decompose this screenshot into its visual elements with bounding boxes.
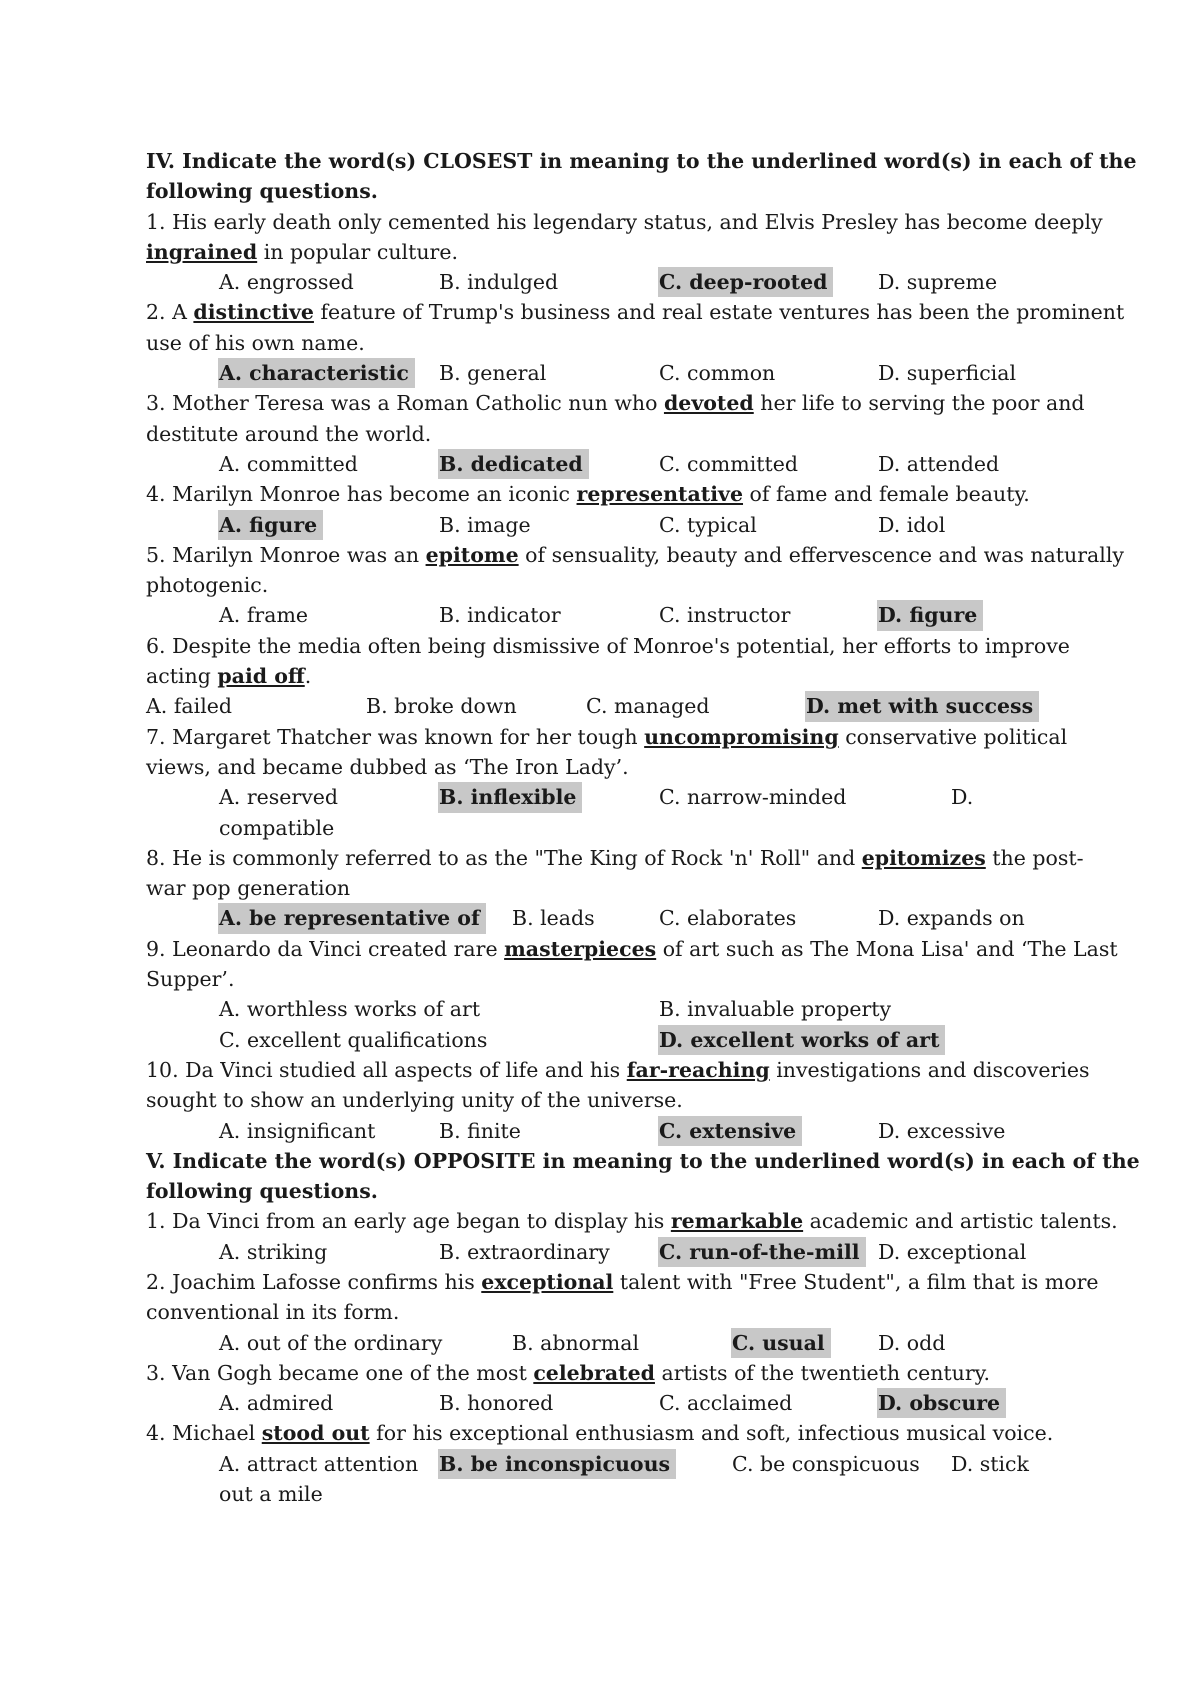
q7-option-b-correct[interactable]: B. inflexible bbox=[438, 782, 582, 812]
q9-stem-pre: 9. Leonardo da Vinci created rare bbox=[146, 936, 505, 961]
q3-option-b-correct[interactable]: B. dedicated bbox=[438, 449, 589, 479]
q8-option-c[interactable]: C. elaborates bbox=[659, 906, 797, 931]
q8-underlined-word: epitomizes bbox=[861, 845, 986, 870]
v3-option-c[interactable]: C. acclaimed bbox=[659, 1391, 793, 1416]
v2-option-d[interactable]: D. odd bbox=[878, 1330, 946, 1355]
v3-underlined-word: celebrated bbox=[533, 1360, 655, 1385]
v2-options bbox=[146, 1328, 1066, 1358]
q2-option-b[interactable]: B. general bbox=[439, 361, 547, 386]
q1-stem-cont bbox=[146, 237, 1066, 267]
v3-option-b[interactable]: B. honored bbox=[439, 1391, 554, 1416]
q6-stem-cont bbox=[146, 661, 1066, 691]
q6-underlined-word: paid off bbox=[217, 664, 305, 689]
q10-stem-pre: 10. Da Vinci studied all aspects of life and his bbox=[146, 1057, 627, 1082]
q5-stem bbox=[146, 540, 1124, 570]
q7-option-d[interactable]: D. bbox=[951, 785, 974, 810]
q2-stem-post: feature of Trump's business and real estate ventures has been the prominent bbox=[313, 300, 1125, 325]
v1-stem bbox=[146, 1206, 1118, 1236]
q2-stem-cont: use of his own name. bbox=[146, 330, 365, 355]
q2-stem-pre: 2. A bbox=[146, 300, 194, 325]
v4-underlined-word: stood out bbox=[261, 1421, 370, 1446]
section-v-heading-cont: following questions. bbox=[146, 1179, 378, 1204]
v1-option-c-correct[interactable]: C. run-of-the-mill bbox=[658, 1237, 866, 1267]
section-v-heading: V. Indicate the word(s) OPPOSITE in meaning to the underlined word(s) in each of the bbox=[146, 1148, 1140, 1173]
q2-underlined-word: distinctive bbox=[193, 300, 314, 325]
q10-option-c-correct[interactable]: C. extensive bbox=[658, 1116, 802, 1146]
q5-stem-post: of sensuality, beauty and effervescence and was naturally bbox=[518, 542, 1124, 567]
q9-stem bbox=[146, 934, 1118, 964]
q9-option-a[interactable]: A. worthless works of art bbox=[219, 997, 481, 1022]
v1-stem-pre: 1. Da Vinci from an early age began to display his bbox=[146, 1209, 671, 1234]
q9-options-row1 bbox=[146, 994, 1066, 1024]
v4-stem-post: for his exceptional enthusiasm and soft, infectious musical voice. bbox=[369, 1421, 1054, 1446]
q1-option-c-correct[interactable]: C. deep-rooted bbox=[658, 267, 833, 297]
q1-option-b[interactable]: B. indulged bbox=[439, 270, 559, 295]
v4-options bbox=[146, 1449, 1066, 1479]
q10-option-d[interactable]: D. excessive bbox=[878, 1118, 1006, 1143]
v2-stem-cont: conventional in its form. bbox=[146, 1300, 400, 1325]
q8-stem bbox=[146, 843, 1084, 873]
q10-stem bbox=[146, 1055, 1090, 1085]
q1-options bbox=[146, 267, 1066, 297]
v1-option-a[interactable]: A. striking bbox=[219, 1239, 328, 1264]
q7-option-a[interactable]: A. reserved bbox=[219, 785, 339, 810]
q7-underlined-word: uncompromising bbox=[644, 724, 839, 749]
q4-option-a-correct[interactable]: A. figure bbox=[218, 510, 323, 540]
q6-stem-pre: acting bbox=[146, 664, 218, 689]
q5-options bbox=[146, 600, 1066, 630]
q9-option-d-correct[interactable]: D. excellent works of art bbox=[658, 1025, 945, 1055]
q5-option-d-correct[interactable]: D. figure bbox=[877, 600, 983, 630]
q5-stem-pre: 5. Marilyn Monroe was an bbox=[146, 542, 426, 567]
q4-option-b[interactable]: B. image bbox=[439, 512, 531, 537]
q2-options bbox=[146, 358, 1066, 388]
q9-stem-cont: Supper’. bbox=[146, 967, 235, 992]
v4-stem-pre: 4. Michael bbox=[146, 1421, 262, 1446]
q7-stem-pre: 7. Margaret Thatcher was known for her tough bbox=[146, 724, 645, 749]
v1-option-b[interactable]: B. extraordinary bbox=[439, 1239, 610, 1264]
q10-stem-cont: sought to show an underlying unity of the universe. bbox=[146, 1088, 683, 1113]
v4-option-d-cont: out a mile bbox=[219, 1482, 323, 1507]
q4-options bbox=[146, 510, 1066, 540]
q8-option-b[interactable]: B. leads bbox=[512, 906, 595, 931]
q8-option-a-correct[interactable]: A. be representative of bbox=[218, 903, 486, 933]
v1-underlined-word: remarkable bbox=[670, 1209, 804, 1234]
q8-option-d[interactable]: D. expands on bbox=[878, 906, 1025, 931]
v4-option-b-correct[interactable]: B. be inconspicuous bbox=[438, 1449, 676, 1479]
q8-stem-cont: war pop generation bbox=[146, 876, 351, 901]
q8-stem-pre: 8. He is commonly referred to as the "The King of Rock 'n' Roll" and bbox=[146, 845, 862, 870]
v1-option-d[interactable]: D. exceptional bbox=[878, 1239, 1027, 1264]
v2-stem-pre: 2. Joachim Lafosse confirms his bbox=[146, 1269, 482, 1294]
q4-option-d[interactable]: D. idol bbox=[878, 512, 946, 537]
q2-option-a-correct[interactable]: A. characteristic bbox=[218, 358, 415, 388]
v3-stem-post: artists of the twentieth century. bbox=[654, 1360, 991, 1385]
v3-option-a[interactable]: A. admired bbox=[219, 1391, 334, 1416]
q10-option-a[interactable]: A. insignificant bbox=[219, 1118, 376, 1143]
v2-stem-post: talent with "Free Student", a film that is more bbox=[613, 1269, 1099, 1294]
q7-option-c[interactable]: C. narrow-minded bbox=[659, 785, 847, 810]
v3-stem bbox=[146, 1358, 1066, 1388]
q5-stem-cont: photogenic. bbox=[146, 573, 269, 598]
q4-stem-pre: 4. Marilyn Monroe has become an iconic bbox=[146, 482, 577, 507]
q6-stem-post: . bbox=[304, 664, 312, 689]
q4-stem-post: of fame and female beauty. bbox=[743, 482, 1030, 507]
v1-options bbox=[146, 1237, 1066, 1267]
q3-stem-cont: destitute around the world. bbox=[146, 421, 432, 446]
q1-underlined-word: ingrained bbox=[146, 239, 258, 264]
q3-stem-post: her life to serving the poor and bbox=[753, 391, 1085, 416]
q7-stem-cont: views, and became dubbed as ‘The Iron Lady’. bbox=[146, 754, 629, 779]
q6-option-c[interactable]: C. managed bbox=[586, 694, 710, 719]
q1-option-a[interactable]: A. engrossed bbox=[219, 270, 354, 295]
v4-option-d[interactable]: D. stick bbox=[951, 1451, 1029, 1476]
v2-option-a[interactable]: A. out of the ordinary bbox=[219, 1330, 443, 1355]
v2-option-c-correct[interactable]: C. usual bbox=[731, 1328, 831, 1358]
q1-stem: 1. His early death only cemented his legendary status, and Elvis Presley has become deeply bbox=[146, 209, 1103, 234]
v3-options bbox=[146, 1388, 1066, 1418]
q5-option-b[interactable]: B. indicator bbox=[439, 603, 561, 628]
section-iv-heading: IV. Indicate the word(s) CLOSEST in meaning to the underlined word(s) in each of the bbox=[146, 149, 1137, 173]
q5-underlined-word: epitome bbox=[425, 542, 519, 567]
v3-stem-pre: 3. Van Gogh became one of the most bbox=[146, 1360, 534, 1385]
q10-options bbox=[146, 1116, 1066, 1146]
q9-option-b[interactable]: B. invaluable property bbox=[659, 997, 892, 1022]
q3-option-d[interactable]: D. attended bbox=[878, 451, 1000, 476]
q10-underlined-word: far-reaching bbox=[626, 1057, 770, 1082]
q9-option-c[interactable]: C. excellent qualifications bbox=[219, 1027, 488, 1052]
q3-options bbox=[146, 449, 1066, 479]
q10-stem-post: investigations and discoveries bbox=[769, 1057, 1090, 1082]
q4-underlined-word: representative bbox=[576, 482, 744, 507]
q9-underlined-word: masterpieces bbox=[504, 936, 657, 961]
q8-stem-post: the post- bbox=[985, 845, 1084, 870]
q1-option-d[interactable]: D. supreme bbox=[878, 270, 998, 295]
v2-option-b[interactable]: B. abnormal bbox=[512, 1330, 640, 1355]
q6-option-a[interactable]: A. failed bbox=[146, 694, 233, 719]
q5-option-c[interactable]: C. instructor bbox=[659, 603, 791, 628]
q8-options bbox=[146, 903, 1066, 933]
q4-option-c[interactable]: C. typical bbox=[659, 512, 757, 537]
q9-stem-post: of art such as The Mona Lisa' and ‘The Last bbox=[656, 936, 1118, 961]
q7-option-d-cont: compatible bbox=[219, 815, 335, 840]
q5-option-a[interactable]: A. frame bbox=[219, 603, 309, 628]
v4-option-a[interactable]: A. attract attention bbox=[219, 1451, 419, 1476]
v1-stem-post: academic and artistic talents. bbox=[803, 1209, 1118, 1234]
q10-option-b[interactable]: B. finite bbox=[439, 1118, 521, 1143]
q7-options bbox=[146, 782, 1066, 812]
q3-underlined-word: devoted bbox=[663, 391, 754, 416]
q3-option-a[interactable]: A. committed bbox=[219, 451, 358, 476]
q6-option-b[interactable]: B. broke down bbox=[366, 694, 517, 719]
q7-stem-post: conservative political bbox=[838, 724, 1068, 749]
v2-stem bbox=[146, 1267, 1099, 1297]
worksheet-page bbox=[146, 146, 1140, 1509]
q2-stem bbox=[146, 297, 1125, 327]
q4-stem bbox=[146, 479, 1066, 509]
q3-stem-pre: 3. Mother Teresa was a Roman Catholic nun who bbox=[146, 391, 664, 416]
q2-option-d[interactable]: D. superficial bbox=[878, 361, 1017, 386]
q1-stem-rest: in popular culture. bbox=[257, 239, 458, 264]
section-iv-heading-cont: following questions. bbox=[146, 179, 378, 204]
q7-stem bbox=[146, 722, 1066, 752]
v2-underlined-word: exceptional bbox=[481, 1269, 614, 1294]
q9-options-row2 bbox=[146, 1025, 1066, 1055]
q3-stem bbox=[146, 388, 1085, 418]
v4-option-c[interactable]: C. be conspicuous bbox=[732, 1451, 920, 1476]
q6-stem: 6. Despite the media often being dismissive of Monroe's potential, her efforts to improve bbox=[146, 633, 1070, 658]
q6-option-d-correct[interactable]: D. met with success bbox=[805, 691, 1039, 721]
q2-option-c[interactable]: C. common bbox=[659, 361, 776, 386]
v3-option-d-correct[interactable]: D. obscure bbox=[877, 1388, 1006, 1418]
q3-option-c[interactable]: C. committed bbox=[659, 451, 798, 476]
q6-options bbox=[146, 691, 1066, 721]
v4-stem bbox=[146, 1418, 1066, 1448]
